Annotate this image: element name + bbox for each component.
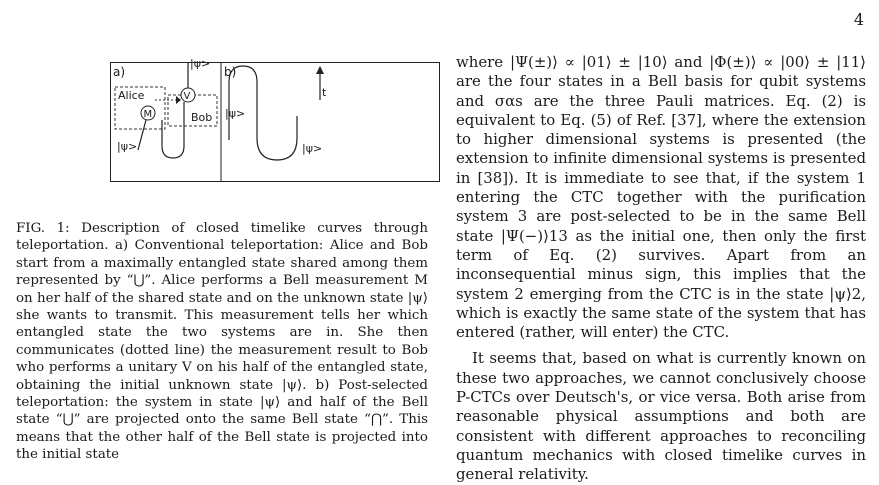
alice-label: Alice (118, 89, 145, 102)
paragraph-1: where |Ψ(±)⟩ ∝ |01⟩ ± |10⟩ and |Φ(±)⟩ ∝ |00⟩ ± |11⟩ are the four states in a Bell basis for qubit systems and σαs are the three Pauli matrices. Eq. (2) is equivalent to Eq. (5) of Ref. [37], where the extension to higher dimensional systems is presented (the extension to infinite dimensional systems is presented in [38]). It is immediate to see that, if the system 1 entering the CTC together with the purification system 3 are post-selected to be in the same Bell state |Ψ(−)⟩13 as the initial one, then only the first term of Eq. (2) survives. Apart from an inconsequential minus sign, this implies that the system 2 emerging from the CTC is in the state |ψ⟩2, which is exactly the same state of the system that has entered (rather, will enter) the CTC. (456, 53, 866, 342)
figure-1 (110, 50, 440, 182)
figure-caption: FIG. 1: Description of closed timelike curves through teleportation. a) Conventional teleportation: Alice and Bob start from a maximally entangled state shared among them represented by “⋃”. Alice performs a Bell measurement M on her half of the shared state and on the unknown state |ψ⟩ she wants to transmit. This measurement tells her which entangled state the two systems are in. She then communicates (dotted line) the measurement result to Bob who performs a unitary V on his half of the entangled state, obtaining the initial unknown state |ψ⟩. b) Post-selected teleportation: the system in state |ψ⟩ and half of the Bell state “⋃” are projected onto the same Bell state “⋂”. This means that the other half of the Bell state is projected into the initial state (16, 221, 428, 463)
panel-b-label: b) (224, 65, 237, 79)
time-arrowhead-icon (316, 66, 324, 74)
time-label: t (322, 86, 327, 99)
psi-b-right-label: |ψ> (302, 142, 323, 155)
paragraph-2: It seems that, based on what is currently known on these two approaches, we cannot conclusively choose P-CTCs over Deutsch's, or vice versa. Both arise from reasonable physical assumptions and both are consistent with different approaches to reconciling quantum mechanics with closed timelike curves in general relativity. (456, 349, 866, 484)
figure-diagram (110, 50, 440, 182)
panel-a-label: a) (113, 65, 126, 79)
page-number: 4 (853, 10, 864, 29)
psi-input-label: |ψ> (117, 140, 138, 153)
bob-label: Bob (191, 111, 213, 124)
right-column (456, 53, 866, 485)
psi-input-line (138, 120, 146, 150)
measurement-label: M (143, 109, 153, 120)
arrowhead-icon (176, 96, 181, 104)
unitary-label: V (183, 91, 191, 102)
bell-pair-curve (162, 102, 184, 158)
psi-b-left-label: |ψ> (225, 107, 246, 120)
psi-output-label: |ψ> (190, 57, 211, 70)
figure-frame (111, 63, 440, 182)
